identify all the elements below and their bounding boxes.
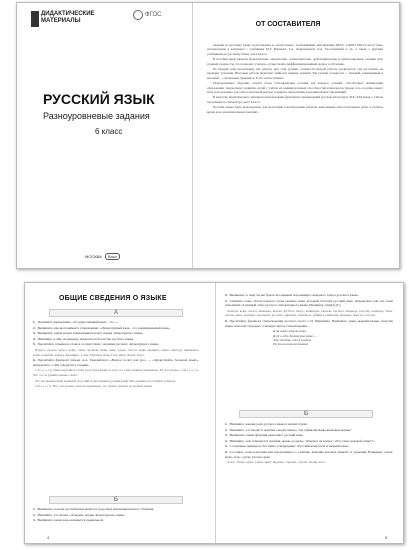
preface-paragraph: Задания по русскому языку подготовлены в соответствии с требованиями действующих ФГОС и ФОП ООО и могут быть использованы в комплекте с учебником М.Т. Баранова, Т.А. Ладыженской, Л.А. Тростенцовой и др., а также с другими учебниками по русскому языку для 6 класса. (207, 43, 383, 56)
level-b-badge: Б (49, 496, 183, 504)
general-info-spread (24, 282, 404, 544)
task-item: 2. Напишите, что входит в понятие «норма языка». Где зафиксированы языковые нормы? (225, 427, 352, 432)
task-item: 2. Выпишите, как вы понимаете утверждение: «Литературный язык – это нормированный язык». (33, 325, 171, 330)
poem (225, 329, 393, 347)
page-number-right: 5 (385, 535, 388, 540)
book-title: РУССКИЙ ЯЗЫК (43, 91, 155, 107)
fgos-label: ФГОС (145, 12, 162, 18)
spread-gutter (192, 3, 193, 268)
logo-mark-icon (31, 11, 39, 27)
task-item: 1. Допишите определение: «Государственный язык – это...» (33, 320, 118, 324)
task-item: 1. Выпишите, почему русский язык является средством межнационального общения. (33, 507, 154, 511)
task-item: 3. Выпишите, какие функции выполняет русский язык. (225, 433, 304, 438)
poem-line: Я на земле такую знаю, (273, 329, 307, 334)
logo-line1: ДИДАКТИЧЕСКИЕ (41, 11, 95, 17)
fgos-circle-icon (133, 10, 143, 20)
fgos-badge (133, 10, 161, 20)
page-number-left: 4 (47, 535, 50, 540)
book-subtitle: Разноуровневые задания (43, 111, 150, 121)
preface-paragraph: По каждой теме предложены три работы, при этом уровень сложности каждой работы различается: она рассчитана на проверку усвоения. Итоговые работы включают наиболее важные задания. Три уровня сложности — базовый, повышенный и высокий — обозначены буквами А, Б, В соответственно. (207, 67, 383, 80)
publisher-logo: Вако (105, 253, 120, 260)
task-list-b-continued (225, 293, 393, 347)
cover-spread (16, 2, 400, 269)
spread-gutter (215, 283, 216, 543)
task-list-a (33, 320, 199, 390)
poem-line: Это потому, что я владею (273, 337, 312, 342)
book-grade: 6 класс (95, 127, 123, 136)
task-list-b (33, 507, 199, 524)
task-item: 6. Прочитайте фрагмент стихотворения русского поэта С.П. Щипачёва. Напишите, какие выразительные средства языка помогают передать основную мысль стихотворения. (225, 318, 393, 328)
task-item: 4. Напишите, в чём, по-вашему, заключается богатство русского языка. (33, 336, 134, 341)
poem-line: Русским великим языком. (273, 342, 309, 347)
task-item: 5. Прочитайте отрывок и слова в соответствии с нормами русского литературного языка. (33, 342, 160, 347)
task-item: 3. Выпишите, какой раздел языкознания изучает нормы литературного языка. (33, 331, 144, 336)
preface-paragraph: В качестве дидактического материала использованы фрагменты произведений русской литературы XIX–XXI веков с учётом программы по литературе для 6 класса. (207, 95, 383, 104)
preface-paragraph: Пособие может быть использовано для подготовки к контрольным работам, выполнения самостоятельных работ в учебное время и на дополнительных занятиях. (207, 105, 383, 114)
task-item: 3-й з о о г р. Все, что можно сказать правильно, это нужно сказать на родном языке. (35, 384, 153, 389)
logo-line2: МАТЕРИАЛЫ (41, 18, 81, 24)
task-item: 4. Напишите, чем отличаются понятия «язык» и «речь». Ответьте на вопрос: «Что такое речевой этикет?» (225, 438, 375, 443)
section-title: ОБЩИЕ СВЕДЕНИЯ О ЯЗЫКЕ (59, 295, 167, 302)
task-item: 6. Прочитайте фрагмент письма А.А. Гвардейского «Вопрос полну дан рус» — «Здравствуйте, большой язык!». Определите, о чём говорится в отрывке. (33, 358, 199, 367)
task-item: 6. Составьте словосочетания или предложения со словами, значение которых зависит от ударения. Например: замок, мука, атлас, орган, хлопок, ирис. (225, 449, 393, 459)
task-item: 2. Напишите, что значит соблюдать нормы литературного языка. (33, 512, 125, 517)
poem-line: И ей и одну богатство знаю — (273, 333, 317, 338)
preface-title: ОТ СОСТАВИТЕЛЯ (255, 21, 321, 28)
level-a-badge: А (49, 309, 183, 317)
task-item: 3. Выпишите, какая речь называется правильной. (33, 518, 104, 523)
task-item: 4. Выпишите, к чему бы вы будете источником пополнения словарного запаса русского языка. (225, 293, 359, 297)
task-item: 1-й з о о г р. Какое красивое слово в русском языке, и я на эту тему напишу правильно. Есть и вопрос. 2-й з о о г р. Что это за удивительные слова? (33, 368, 199, 377)
task-item: Атлас, белок, мука, замок, ирис, кружки, стрелки, сорока, полки, хаос. (227, 460, 326, 465)
publisher (85, 253, 120, 260)
task-item: Ворота, пальто, метро, кофе, такси, жалюзи, фойе, кино, радио, шоссе, кафе, пианино, какао, кенгуру, шимпанзе, пони, колибри, какаду, фламинго, Сочи, Тбилиси, Баку, Гёте, Шоу, Дюма, Гюго. (33, 347, 199, 357)
task-item: 1. Напишите, каковы роль русского языка в нашей стране. (225, 422, 308, 426)
preface-body (207, 43, 383, 115)
task-list-c (225, 422, 393, 466)
task-item: Это же прекрасный, великий, могучий и свободный русский язык! Мы должны его любить и беречь. (35, 378, 177, 383)
level-b-badge-right: Б (239, 410, 373, 418)
preface-paragraph: Разноуровневое обучение создаёт более благоприятные условия для каждого ученика, способствует активизации образования, творческому развитию детей с учётом их индивидуальных способностей и интересов. Кроме того, пособие может быть использовано для самостоятельной работы учащихся, выполнения дополнительных упражнений. (207, 81, 383, 95)
preface-paragraph: В пособии представлены фонетические, лексические, грамматические, орфографические и пунктуационные задания трёх уровней сложности, что позволяет учителю осуществлять дифференцированный подход к обучению. (207, 57, 383, 66)
task-item: 5. С помощью примеров обоснуйте утверждение: «Русский язык богат и выразителен». (225, 444, 350, 449)
task-item: 5. Спишите слова. После каждого слова укажите язык, который обогатил русский язык. Определите, как эти слова пополнили словарный запас русского литературного языка. Например: букв(л) [Г]. (225, 298, 393, 308)
task-item: Альбом, кофе, шахта, инженер, вокзал, футбол, парус, каникулы, рюкзак, паспорт, медведь, тетрадь, помидор, бриз, лагерь, кино, концерт, карандаш, костюм, дирижёр, портфель, кабинет, гимназия, ярмарка, фартук, галстук. (225, 308, 393, 318)
series-logo (31, 9, 95, 31)
publisher-city: МОСКВА (85, 254, 102, 259)
